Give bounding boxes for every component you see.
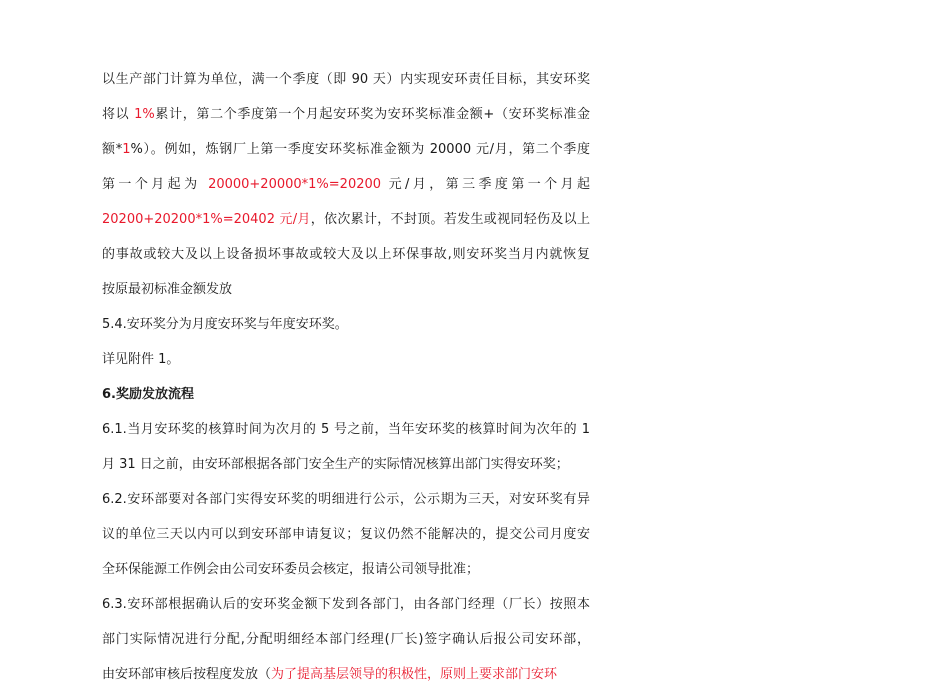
document-body: [102, 62, 590, 692]
text-run: 将以: [102, 107, 135, 122]
paragraph-line: [102, 202, 590, 237]
text-run: ，依次累计，不封顶。若发生或视同轻伤及以上: [310, 212, 590, 227]
paragraph-line: 以生产部门计算为单位，满一个季度（即 90 天）内实现安环责任目标，其安环奖: [102, 72, 590, 87]
paragraph-line: 按原最初标准金额发放: [102, 282, 233, 297]
paragraph-line: 6.1.当月安环奖的核算时间为次月的 5 号之前，当年安环奖的核算时间为次年的 1: [102, 422, 590, 437]
paragraph-line: 月 31 日之前，由安环部根据各部门安全生产的实际情况核算出部门实得安环奖；: [102, 457, 569, 472]
highlighted-text: 为了提高基层领导的积极性，原则上要求部门安环: [271, 667, 558, 682]
text-run: 累计，第二个季度第一个月起安环奖为安环奖标准金额+（安环奖标准金: [154, 107, 590, 122]
paragraph-line: [102, 97, 590, 132]
text-run: 由安环部审核后按程度发放（: [102, 667, 272, 682]
text-run: %）。例如，炼钢厂上第一季度安环奖标准金额为 20000 元/月，第二个季度: [130, 142, 590, 157]
appendix-reference: 详见附件 1。: [102, 352, 180, 367]
paragraph-line: [102, 657, 590, 692]
highlighted-text: 20000+20000*1%=20200: [208, 177, 382, 192]
paragraph-line: [102, 132, 590, 167]
paragraph-line: [102, 167, 590, 202]
text-run: 元/月，第三季度第一个月起: [381, 177, 590, 192]
paragraph-line: 议的单位三天以内可以到安环部申请复议；复议仍然不能解决的，提交公司月度安: [102, 527, 590, 542]
paragraph-line: 的事故或较大及以上设备损坏事故或较大及以上环保事故,则安环奖当月内就恢复: [102, 247, 590, 262]
highlighted-text: 1: [122, 142, 131, 157]
paragraph-line: 全环保能源工作例会由公司安环委员会核定，报请公司领导批准；: [102, 562, 480, 577]
paragraph-line: 6.2.安环部要对各部门实得安环奖的明细进行公示，公示期为三天，对安环奖有异: [102, 492, 590, 507]
text-run: 额*: [102, 142, 123, 157]
section-5-4: 5.4.安环奖分为月度安环奖与年度安环奖。: [102, 317, 348, 332]
section-heading-6: 6.奖励发放流程: [102, 387, 194, 402]
paragraph-line: 6.3.安环部根据确认后的安环奖金额下发到各部门，由各部门经理（厂长）按照本: [102, 597, 590, 612]
highlighted-text: 20200+20200*1%=20402 元/月: [102, 212, 311, 227]
highlighted-text: 1%: [134, 107, 155, 122]
text-run: 第一个月起为: [102, 177, 209, 192]
paragraph-line: 部门实际情况进行分配,分配明细经本部门经理(厂长)签字确认后报公司安环部，: [102, 632, 590, 647]
